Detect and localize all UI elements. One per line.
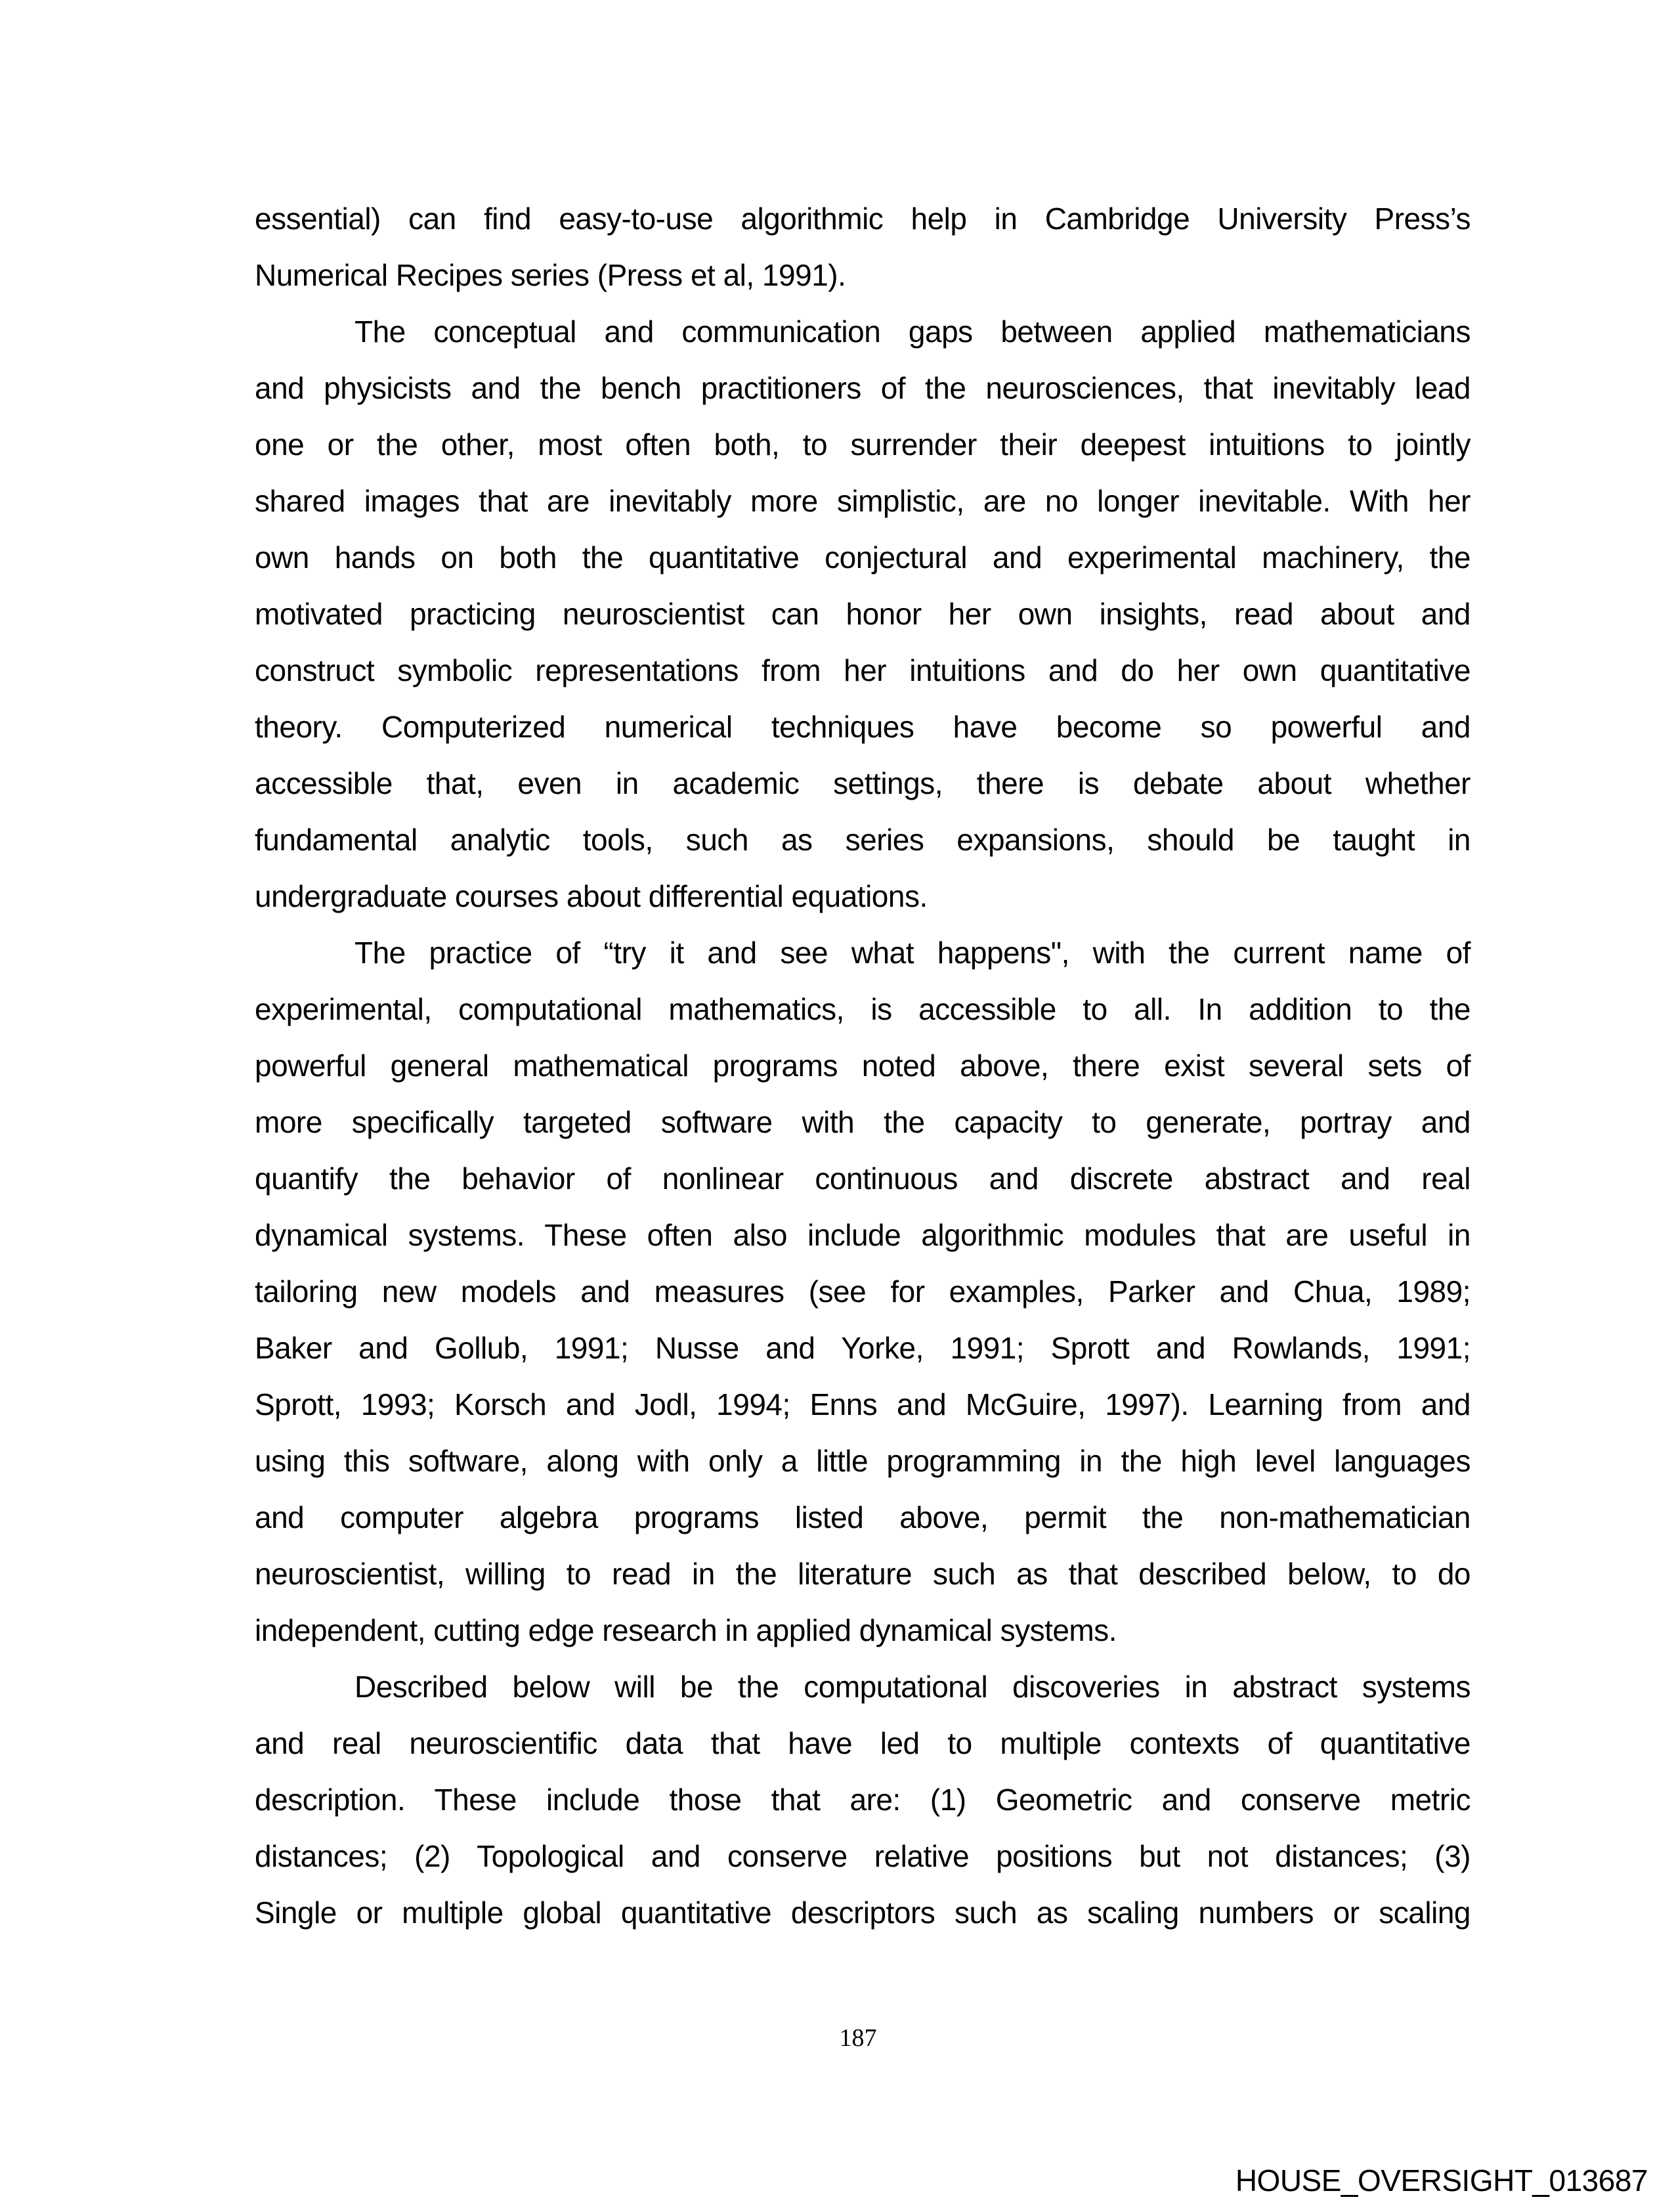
page-number: 187 <box>839 2024 877 2052</box>
text-line-content: neuroscientist, willing to read in the literature such as that described below, to do <box>255 1557 1470 1591</box>
text-line <box>255 1828 1470 1884</box>
text-line <box>255 1659 1470 1715</box>
text-line-content: using this software, along with only a little programming in the high level languages <box>255 1444 1470 1478</box>
text-line-content: quantify the behavior of nonlinear continuous and discrete abstract and real <box>255 1161 1470 1196</box>
text-line <box>255 1037 1470 1094</box>
text-line-content: Sprott, 1993; Korsch and Jodl, 1994; Enns and McGuire, 1997). Learning from and <box>255 1387 1470 1421</box>
text-line-content: powerful general mathematical programs noted above, there exist several sets of <box>255 1049 1470 1083</box>
text-line <box>255 1546 1470 1602</box>
paragraph-1 <box>255 190 1470 303</box>
text-line <box>255 1715 1470 1771</box>
text-line <box>255 529 1470 586</box>
text-line-content: Described below will be the computational discoveries in abstract systems <box>354 1670 1470 1704</box>
text-line <box>255 360 1470 416</box>
text-line <box>255 1771 1470 1828</box>
text-line-content: and computer algebra programs listed above, permit the non-mathematician <box>255 1500 1470 1534</box>
text-line-content: motivated practicing neuroscientist can honor her own insights, read about and <box>255 597 1470 631</box>
text-line-content: The conceptual and communication gaps between applied mathematicians <box>354 314 1470 349</box>
paragraph-4 <box>255 1659 1470 1941</box>
paragraph-3 <box>255 924 1470 1659</box>
text-line-content: Numerical Recipes series (Press et al, 1991). <box>255 258 846 292</box>
text-line <box>255 699 1470 755</box>
text-line <box>255 981 1470 1037</box>
text-line <box>255 642 1470 699</box>
body-text <box>255 190 1470 1941</box>
text-line <box>255 190 1470 247</box>
text-line-content: tailoring new models and measures (see for examples, Parker and Chua, 1989; <box>255 1274 1470 1309</box>
text-line <box>255 586 1470 642</box>
text-line-content: distances; (2) Topological and conserve relative positions but not distances; (3) <box>255 1839 1470 1873</box>
text-line <box>255 812 1470 868</box>
paragraph-2 <box>255 303 1470 924</box>
text-line-content: and physicists and the bench practitioners of the neurosciences, that inevitably lead <box>255 371 1470 405</box>
text-line <box>255 1489 1470 1546</box>
text-line <box>255 1376 1470 1433</box>
text-line <box>255 303 1470 360</box>
text-line-content: construct symbolic representations from her intuitions and do her own quantitative <box>255 653 1470 687</box>
text-line-content: shared images that are inevitably more simplistic, are no longer inevitable. With her <box>255 484 1470 518</box>
text-line-content: Baker and Gollub, 1991; Nusse and Yorke, 1991; Sprott and Rowlands, 1991; <box>255 1331 1470 1365</box>
text-line <box>255 755 1470 812</box>
text-line <box>255 1602 1470 1659</box>
text-line-content: independent, cutting edge research in applied dynamical systems. <box>255 1613 1117 1647</box>
text-line-content: description. These include those that are: (1) Geometric and conserve metric <box>255 1783 1470 1817</box>
text-line <box>255 1433 1470 1489</box>
text-line-content: The practice of “try it and see what happens", with the current name of <box>354 936 1470 970</box>
text-line-content: Single or multiple global quantitative descriptors such as scaling numbers or scaling <box>255 1896 1470 1930</box>
text-line <box>255 247 1470 303</box>
bates-stamp: HOUSE_OVERSIGHT_013687 <box>1235 2163 1648 2198</box>
text-line <box>255 1094 1470 1150</box>
text-line-content: and real neuroscientific data that have led to multiple contexts of quantitative <box>255 1726 1470 1760</box>
text-line-content: more specifically targeted software with the capacity to generate, portray and <box>255 1105 1470 1139</box>
text-line <box>255 473 1470 529</box>
text-line-content: theory. Computerized numerical techniques have become so powerful and <box>255 710 1470 744</box>
text-line <box>255 1207 1470 1263</box>
text-line-content: accessible that, even in academic settings, there is debate about whether <box>255 766 1470 800</box>
text-line <box>255 1263 1470 1320</box>
text-line <box>255 1884 1470 1941</box>
text-line <box>255 416 1470 473</box>
text-line-content: fundamental analytic tools, such as series expansions, should be taught in <box>255 823 1470 857</box>
text-line-content: one or the other, most often both, to surrender their deepest intuitions to jointly <box>255 427 1470 462</box>
text-line <box>255 1150 1470 1207</box>
text-line <box>255 924 1470 981</box>
text-line-content: dynamical systems. These often also include algorithmic modules that are useful in <box>255 1218 1470 1252</box>
text-line-content: essential) can find easy-to-use algorithmic help in Cambridge University Press’s <box>255 202 1470 236</box>
text-line-content: undergraduate courses about differential equations. <box>255 879 928 913</box>
text-line-content: own hands on both the quantitative conjectural and experimental machinery, the <box>255 540 1470 575</box>
text-line <box>255 1320 1470 1376</box>
text-line <box>255 868 1470 924</box>
text-line-content: experimental, computational mathematics, is accessible to all. In addition to the <box>255 992 1470 1026</box>
